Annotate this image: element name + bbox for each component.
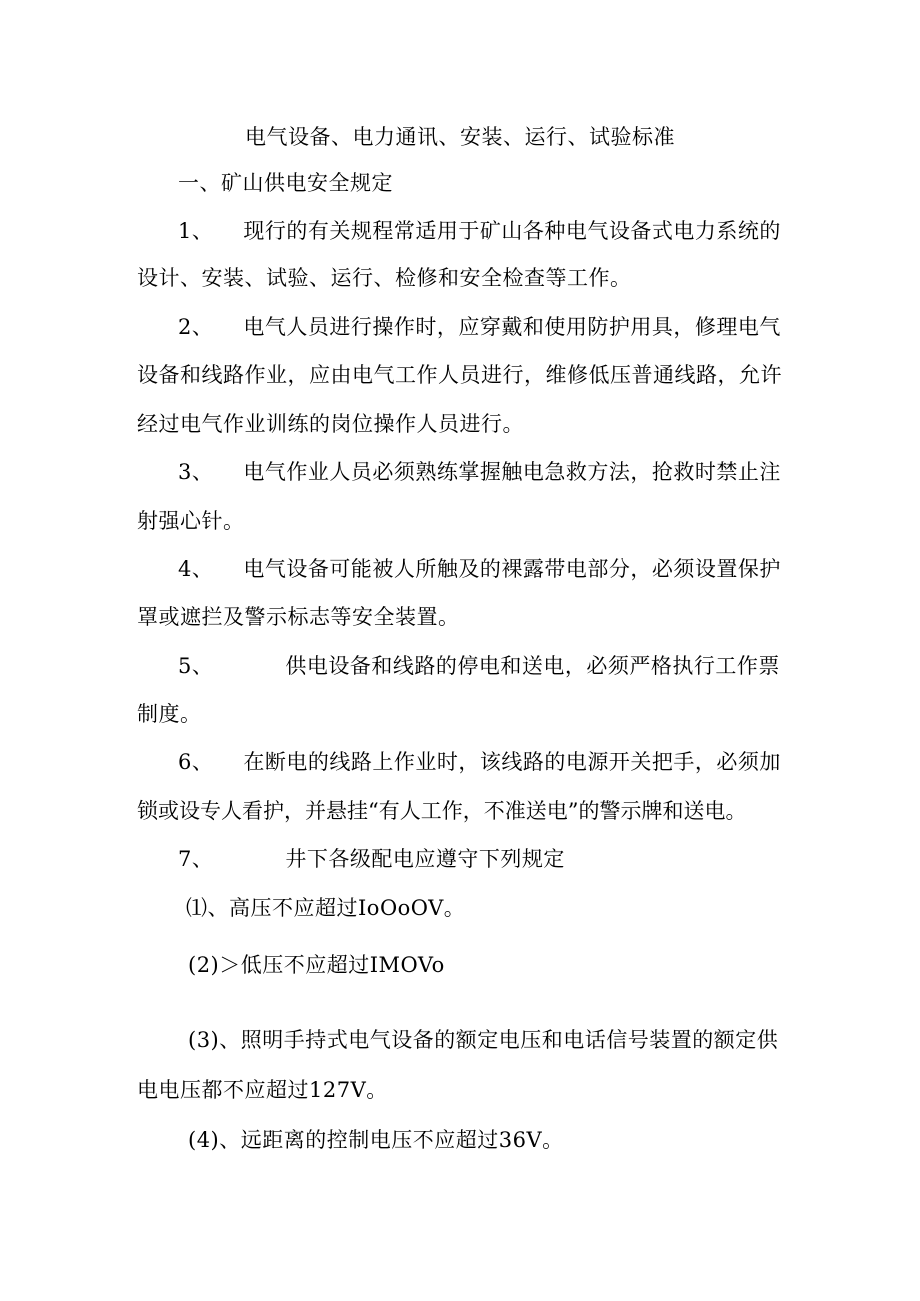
item-5-line-2: 制度。 bbox=[137, 702, 202, 726]
section-heading: 一、矿山供电安全规定 bbox=[178, 171, 393, 195]
document-title: 电气设备、电力通讯、安装、运行、试验标准 bbox=[245, 125, 675, 149]
item-text: 现行的有关规程常适用于矿山各种电气设备式电力系统的 bbox=[243, 219, 781, 243]
item-3-line-1 bbox=[178, 457, 781, 487]
item-number: 5、 bbox=[178, 654, 214, 678]
item-number: 3、 bbox=[178, 460, 214, 484]
item-text: 供电设备和线路的停电和送电，必须严格执行工作票 bbox=[285, 654, 780, 678]
sub-item-3-line-1: (3)、照明手持式电气设备的额定电压和电话信号装置的额定供 bbox=[188, 1028, 779, 1052]
item-text: 电气作业人员必须熟练掌握触电急救方法，抢救时禁止注 bbox=[243, 460, 781, 484]
item-number: 2、 bbox=[178, 315, 214, 339]
item-3-line-2: 射强心针。 bbox=[137, 509, 245, 533]
item-2-line-1 bbox=[178, 312, 781, 342]
item-5-line-1 bbox=[178, 651, 780, 681]
sub-item-1: ⑴、高压不应超过IoOoOV。 bbox=[186, 896, 466, 920]
item-1-line-2: 设计、安装、试验、运行、检修和安全检查等工作。 bbox=[137, 266, 632, 290]
item-number: 4、 bbox=[178, 557, 214, 581]
item-text: 井下各级配电应遵守下列规定 bbox=[285, 847, 565, 871]
sub-item-4: (4)、远距离的控制电压不应超过36V。 bbox=[188, 1128, 564, 1152]
item-text: 电气设备可能被人所触及的裸露带电部分，必须设置保护 bbox=[243, 557, 781, 581]
item-4-line-2: 罩或遮拦及警示标志等安全装置。 bbox=[137, 605, 460, 629]
item-7-line-1 bbox=[178, 844, 565, 874]
item-text: 电气人员进行操作时，应穿戴和使用防护用具，修理电气 bbox=[243, 315, 781, 339]
sub-item-3-line-2: 电电压都不应超过127V。 bbox=[137, 1078, 388, 1102]
item-6-line-2: 锁或设专人看护，并悬挂“有人工作，不准送电”的警示牌和送电。 bbox=[137, 799, 747, 823]
item-2-line-3: 经过电气作业训练的岗位操作人员进行。 bbox=[137, 412, 524, 436]
item-1-line-1 bbox=[178, 216, 781, 246]
sub-item-2: (2)＞低压不应超过IMOVo bbox=[188, 953, 445, 977]
item-4-line-1 bbox=[178, 554, 781, 584]
item-2-line-2: 设备和线路作业，应由电气工作人员进行，维修低压普通线路，允许 bbox=[137, 363, 782, 387]
item-number: 7、 bbox=[178, 847, 214, 871]
item-text: 在断电的线路上作业时，该线路的电源开关把手，必须加 bbox=[243, 750, 781, 774]
item-6-line-1 bbox=[178, 747, 781, 777]
item-number: 1、 bbox=[178, 219, 214, 243]
item-number: 6、 bbox=[178, 750, 214, 774]
